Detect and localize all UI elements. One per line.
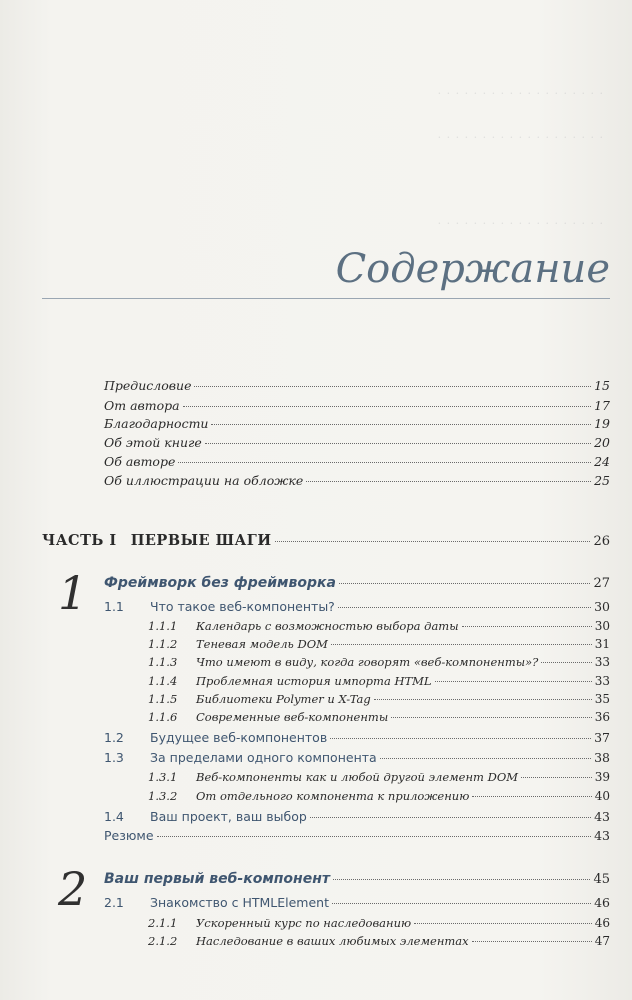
entry-label: Об иллюстрации на обложке [104,473,304,488]
page-number: 24 [594,454,610,469]
toc-section-1-3[interactable] [104,752,610,765]
toc-subsection-1-1-4[interactable] [148,675,610,688]
dot-leader [211,424,591,425]
page-number: 26 [593,534,610,549]
subsection-title: Теневая модель DOM [196,637,328,651]
title-rule [42,298,610,299]
dot-leader [178,462,591,463]
toc-subsection-1-3-2[interactable] [148,790,610,803]
page-number: 43 [594,809,610,824]
page-number: 25 [594,473,610,488]
part-title: ПЕРВЫЕ ШАГИ [130,532,272,549]
page-number: 43 [594,828,610,843]
page-number: 30 [594,599,610,614]
page-number: 45 [593,872,610,887]
entry-label: Предисловие [104,378,192,393]
toc-subsection-1-1-5[interactable] [148,693,610,706]
dot-leader [157,836,592,837]
page-number: 30 [594,619,610,633]
section-title: Будущее веб-компонентов [150,730,328,745]
section-number: 1.3 [104,750,124,765]
subsection-number: 1.1.2 [148,637,178,651]
chapter-number-1: 1 [58,566,88,620]
section-title: Что такое веб-компоненты? [150,599,335,614]
toc-entry-about-author[interactable] [104,456,610,469]
part-number: ЧАСТЬ I [42,532,117,549]
dot-leader [414,923,592,924]
subsection-number: 1.1.3 [148,655,178,669]
toc-subsection-2-1-1[interactable] [148,917,610,930]
page-number: 46 [594,895,610,910]
toc-subsection-1-1-6[interactable] [148,711,610,724]
section-number: 1.4 [104,809,124,824]
page-number: 46 [594,916,610,930]
subsection-title: Ускоренный курс по наследованию [196,916,412,930]
subsection-number: 1.1.1 [148,619,178,633]
subsection-title: Проблемная история импорта HTML [196,674,432,688]
subsection-number: 2.1.2 [148,934,178,948]
page-number: 33 [594,674,610,688]
toc-part-1[interactable] [42,534,610,549]
toc-section-1-4[interactable] [104,811,610,824]
subsection-number: 2.1.1 [148,916,178,930]
dot-leader [380,758,591,759]
dot-leader [472,941,592,942]
dot-leader [374,699,592,700]
subsection-title: Современные веб-компоненты [196,710,389,724]
page-number: 35 [594,692,610,706]
dot-leader [462,626,592,627]
page-title: Содержание [335,246,610,292]
toc-chapter-1[interactable] [104,576,610,590]
toc-subsection-1-3-1[interactable] [148,771,610,784]
section-title: Ваш проект, ваш выбор [150,809,307,824]
toc-chapter-2[interactable] [104,872,610,886]
chapter-title: Ваш первый веб-компонент [104,871,331,887]
toc-subsection-1-1-1[interactable] [148,620,610,633]
subsection-title: От отдельного компонента к приложению [196,789,470,803]
subsection-number: 1.1.4 [148,674,178,688]
entry-label: Благодарности [104,416,209,431]
section-number: 2.1 [104,895,124,910]
subsection-title: Библиотеки Polymer и X-Tag [196,692,371,706]
dot-leader [521,777,592,778]
dot-leader [183,406,591,407]
page-number: 20 [594,435,610,450]
show-through: . . . . . . . . . . . . . . . . . . . [437,214,604,227]
toc-entry-from-author[interactable] [104,400,610,413]
dot-leader [339,583,591,584]
dot-leader [472,796,591,797]
dot-leader [332,903,591,904]
subsection-number: 1.3.1 [148,770,178,784]
chapter-title: Фреймворк без фреймворка [104,575,336,591]
entry-label: От автора [104,398,180,413]
page-number: 38 [594,750,610,765]
dot-leader [541,662,591,663]
dot-leader [205,443,591,444]
page-number: 19 [594,416,610,431]
toc-section-2-1[interactable] [104,897,610,910]
toc-section-summary[interactable] [104,830,610,843]
toc-section-1-2[interactable] [104,732,610,745]
section-title: Резюме [104,828,154,843]
subsection-title: Наследование в ваших любимых элементах [196,934,469,948]
toc-subsection-1-1-2[interactable] [148,638,610,651]
toc-subsection-1-1-3[interactable] [148,656,610,669]
page-number: 17 [594,398,610,413]
page-number: 40 [594,789,610,803]
subsection-title: Веб-компоненты как и любой другой элемент DOM [196,770,519,784]
dot-leader [275,541,591,542]
chapter-number-2: 2 [58,862,88,916]
subsection-title: Календарь с возможностью выбора даты [196,619,459,633]
page-number: 39 [594,770,610,784]
show-through: . . . . . . . . . . . . . . . . . . . [437,128,604,141]
toc-subsection-2-1-2[interactable] [148,935,610,948]
section-number: 1.1 [104,599,124,614]
dot-leader [306,481,591,482]
toc-entry-cover-illustration[interactable] [104,475,610,488]
toc-section-1-1[interactable] [104,601,610,614]
dot-leader [338,607,591,608]
page-number: 27 [593,576,610,591]
page-number: 47 [594,934,610,948]
entry-label: Об авторе [104,454,176,469]
toc-entry-about-book[interactable] [104,437,610,450]
entry-label: Об этой книге [104,435,202,450]
section-number: 1.2 [104,730,124,745]
page-number: 15 [594,378,610,393]
section-title: Знакомство с HTMLElement [150,895,329,910]
dot-leader [310,817,591,818]
dot-leader [331,644,592,645]
dot-leader [333,879,590,880]
toc-entry-preface[interactable] [104,380,610,393]
subsection-number: 1.3.2 [148,789,178,803]
toc-entry-acknowledgements[interactable] [104,418,610,431]
dot-leader [391,717,592,718]
page-number: 37 [594,730,610,745]
dot-leader [330,738,591,739]
dot-leader [194,386,591,387]
subsection-title: Что имеют в виду, когда говорят «веб-компоненты»? [196,655,539,669]
page-number: 33 [594,655,610,669]
section-title: За пределами одного компонента [150,750,377,765]
show-through: . . . . . . . . . . . . . . . . . . . [437,84,604,97]
subsection-number: 1.1.5 [148,692,178,706]
subsection-number: 1.1.6 [148,710,178,724]
dot-leader [435,681,592,682]
page-number: 36 [594,710,610,724]
page-number: 31 [594,637,610,651]
